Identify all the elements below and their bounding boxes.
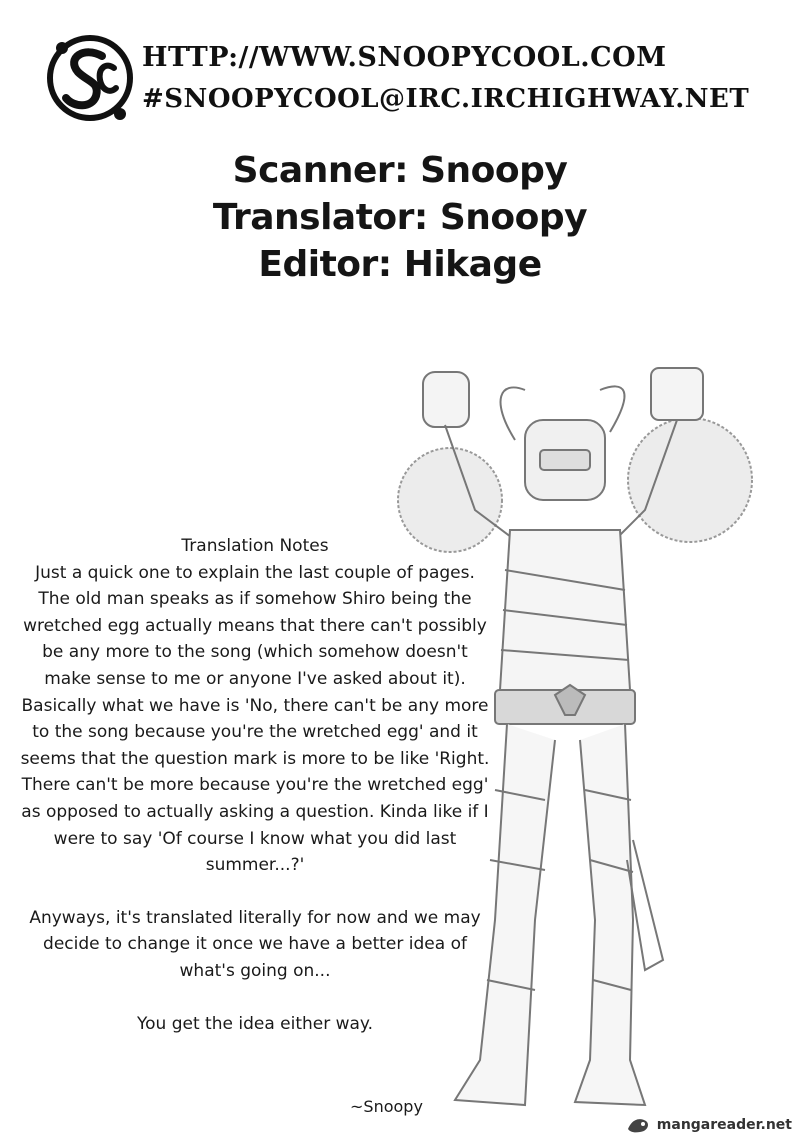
site-url: HTTP://WWW.SNOOPYCOOL.COM	[142, 42, 667, 73]
snoopycool-logo-icon	[44, 28, 136, 128]
watermark-text: mangareader.net	[656, 1117, 792, 1133]
credit-scanner: Scanner: Snoopy	[232, 150, 568, 191]
watermark	[626, 1115, 792, 1135]
notes-title: Translation Notes	[181, 536, 329, 556]
notes-paragraph-2: Anyways, it's translated literally for now and we may decide to change it once we have a better idea of what's going on...	[29, 907, 481, 981]
notes-paragraph-1: Just a quick one to explain the last couple of pages. The old man speaks as if somehow Shiro being the wretched egg actually means that there can't possibly be any more to the song (which somehow doesn't make sense to me or anyone I've asked about it). Basically what we have is 'No, there can't be any more to the song because you're the wretched egg' and it seems that the question mark is more to be like 'Right. There can't be more because you're the wretched egg' as opposed to actually asking a question. Kinda like if I were to say 'Of course I know what you did last summer...?'	[20, 562, 490, 876]
credit-editor: Editor: Hikage	[258, 244, 542, 285]
translation-notes	[20, 533, 490, 1037]
credit-translator: Translator: Snoopy	[212, 197, 588, 238]
irc-channel: #SNOOPYCOOL@IRC.IRCHIGHWAY.NET	[142, 84, 750, 114]
signature: ~Snoopy	[350, 1097, 423, 1116]
notes-paragraph-3: You get the idea either way.	[137, 1013, 373, 1034]
mangareader-logo-icon	[626, 1115, 652, 1135]
